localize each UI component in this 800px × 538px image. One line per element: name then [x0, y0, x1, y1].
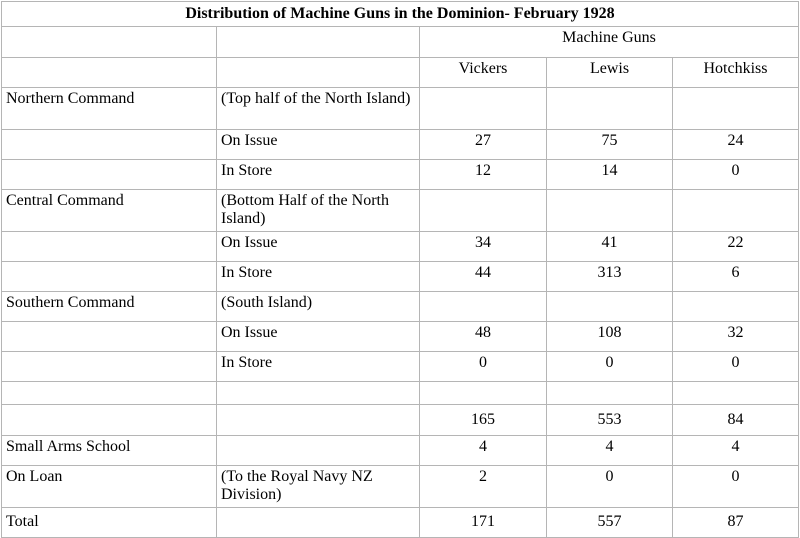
empty-cell: [420, 88, 547, 130]
group-header-row: [2, 27, 799, 58]
table-row: [2, 352, 799, 382]
empty-cell: [2, 160, 217, 190]
empty-cell: [547, 88, 673, 130]
value-lewis: 75: [547, 130, 673, 160]
command-note: (South Island): [217, 292, 420, 322]
row-label: In Store: [217, 352, 420, 382]
command-name: Central Command: [2, 190, 217, 232]
row-label: Total: [2, 508, 217, 538]
value-lewis: 14: [547, 160, 673, 190]
value-vickers: 27: [420, 130, 547, 160]
subtotal-vickers: 165: [420, 405, 547, 436]
value-vickers: 48: [420, 322, 547, 352]
value-lewis: 0: [547, 466, 673, 508]
empty-cell: [420, 190, 547, 232]
empty-cell: [673, 292, 799, 322]
empty-cell: [217, 58, 420, 88]
value-lewis: 0: [547, 352, 673, 382]
empty-cell: [217, 405, 420, 436]
command-row-northern: [2, 88, 799, 130]
empty-cell: [2, 130, 217, 160]
row-label: On Issue: [217, 130, 420, 160]
value-hotchkiss: 0: [673, 466, 799, 508]
column-header-vickers: Vickers: [420, 58, 547, 88]
blank-row: [2, 382, 799, 405]
subtotal-hotchkiss: 84: [673, 405, 799, 436]
empty-cell: [420, 382, 547, 405]
empty-cell: [2, 232, 217, 262]
empty-cell: [2, 58, 217, 88]
total-lewis: 557: [547, 508, 673, 538]
row-label: On Issue: [217, 232, 420, 262]
empty-cell: [2, 262, 217, 292]
table-row: [2, 262, 799, 292]
value-hotchkiss: 6: [673, 262, 799, 292]
machine-gun-distribution-table: [1, 1, 799, 538]
machine-guns-group-header: Machine Guns: [420, 27, 799, 58]
table-row: [2, 232, 799, 262]
command-row-southern: [2, 292, 799, 322]
empty-cell: [2, 27, 217, 58]
empty-cell: [673, 88, 799, 130]
small-arms-school-row: [2, 436, 799, 466]
value-lewis: 41: [547, 232, 673, 262]
value-vickers: 12: [420, 160, 547, 190]
value-vickers: 44: [420, 262, 547, 292]
on-loan-note: (To the Royal Navy NZ Division): [217, 466, 420, 508]
empty-cell: [2, 322, 217, 352]
row-label: On Issue: [217, 322, 420, 352]
table-row: [2, 130, 799, 160]
command-name: Southern Command: [2, 292, 217, 322]
table-row: [2, 322, 799, 352]
value-lewis: 313: [547, 262, 673, 292]
row-label: In Store: [217, 160, 420, 190]
value-vickers: 2: [420, 466, 547, 508]
empty-cell: [420, 292, 547, 322]
column-header-lewis: Lewis: [547, 58, 673, 88]
title-row: [2, 2, 799, 27]
value-lewis: 4: [547, 436, 673, 466]
command-name: Northern Command: [2, 88, 217, 130]
empty-cell: [547, 382, 673, 405]
subtotal-row: [2, 405, 799, 436]
table-title: Distribution of Machine Guns in the Dominion- February 1928: [2, 2, 799, 27]
value-hotchkiss: 24: [673, 130, 799, 160]
value-hotchkiss: 0: [673, 160, 799, 190]
empty-cell: [217, 508, 420, 538]
empty-cell: [217, 436, 420, 466]
subtotal-lewis: 553: [547, 405, 673, 436]
command-note: (Top half of the North Island): [217, 88, 420, 130]
value-hotchkiss: 22: [673, 232, 799, 262]
row-label: In Store: [217, 262, 420, 292]
value-vickers: 4: [420, 436, 547, 466]
value-hotchkiss: 0: [673, 352, 799, 382]
row-label: On Loan: [2, 466, 217, 508]
command-row-central: [2, 190, 799, 232]
empty-cell: [2, 405, 217, 436]
value-lewis: 108: [547, 322, 673, 352]
value-hotchkiss: 4: [673, 436, 799, 466]
empty-cell: [547, 292, 673, 322]
value-vickers: 0: [420, 352, 547, 382]
row-label: Small Arms School: [2, 436, 217, 466]
empty-cell: [217, 27, 420, 58]
command-note: (Bottom Half of the North Island): [217, 190, 420, 232]
column-header-row: [2, 58, 799, 88]
empty-cell: [217, 382, 420, 405]
empty-cell: [2, 352, 217, 382]
column-header-hotchkiss: Hotchkiss: [673, 58, 799, 88]
value-vickers: 34: [420, 232, 547, 262]
empty-cell: [673, 190, 799, 232]
on-loan-row: [2, 466, 799, 508]
total-vickers: 171: [420, 508, 547, 538]
empty-cell: [673, 382, 799, 405]
empty-cell: [547, 190, 673, 232]
total-row: [2, 508, 799, 538]
value-hotchkiss: 32: [673, 322, 799, 352]
table-row: [2, 160, 799, 190]
total-hotchkiss: 87: [673, 508, 799, 538]
empty-cell: [2, 382, 217, 405]
